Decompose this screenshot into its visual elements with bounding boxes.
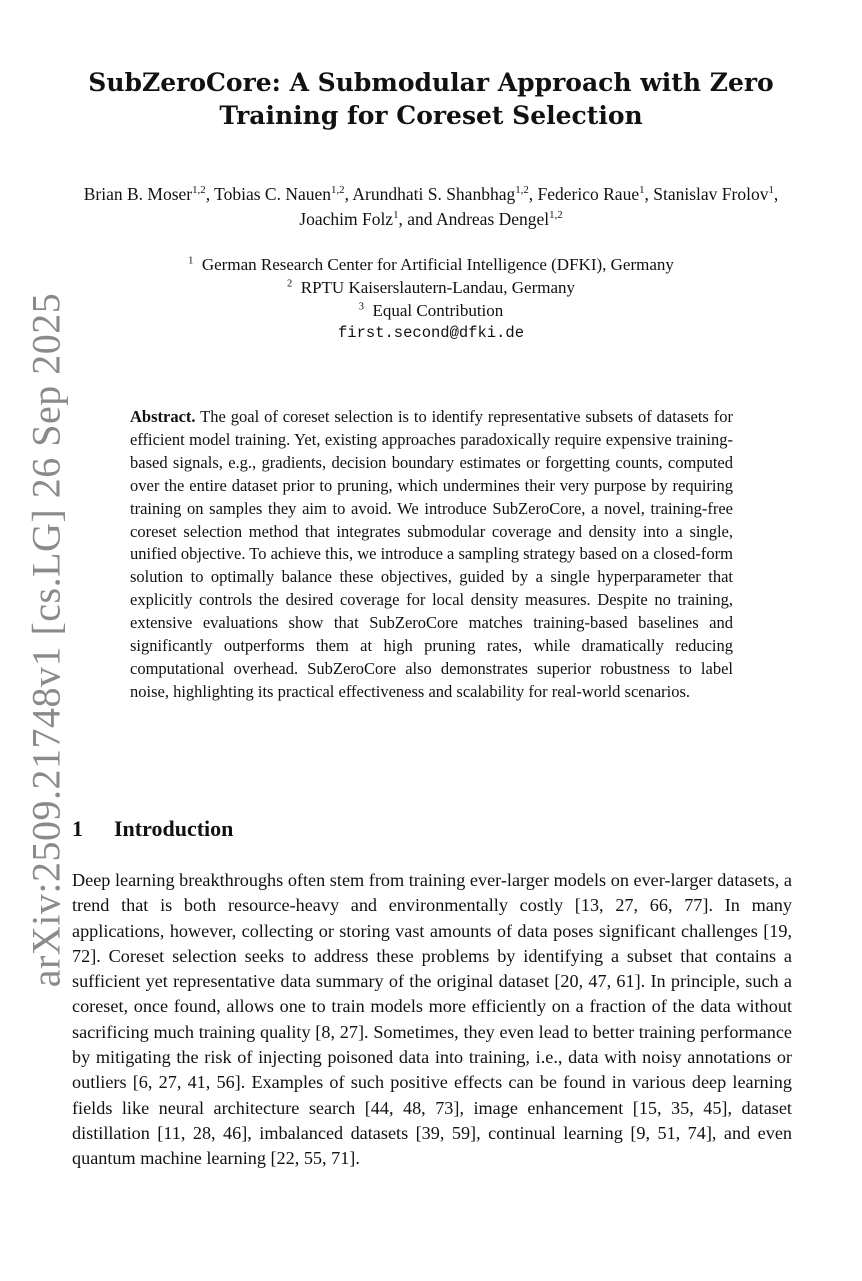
affiliation-marker: 1 [188,255,194,267]
author [653,184,778,204]
author-affiliation-marker: 1 [393,209,399,222]
author [299,209,436,229]
author-name: Arundhati S. Shanbhag [352,184,516,204]
affiliation [80,299,782,322]
affiliation-marker: 2 [286,278,293,290]
author-affiliation-marker: 1 [639,184,645,197]
author-separator: , [528,184,538,204]
abstract-label: Abstract. [130,407,196,426]
author-affiliation-marker: 1,2 [549,209,563,222]
author-name: Brian B. Moser [83,184,193,204]
author [436,209,563,229]
author-separator: , and [398,209,436,229]
contact-email: first.second@dfki.de [337,324,525,342]
affiliation-text: Equal Contribution [372,301,504,320]
author-affiliation-marker: 1,2 [192,184,206,197]
affiliation [80,276,782,299]
author-affiliation-marker: 1,2 [515,184,529,197]
arxiv-identifier-stamp: arXiv:2509.21748v1 [cs.LG] 26 Sep 2025 [23,292,69,988]
author-name: Joachim Folz [299,209,394,229]
author [214,184,352,204]
author-separator: , [773,184,779,204]
author-affiliation-marker: 1,2 [331,184,345,197]
section-title: Introduction [114,816,234,841]
affiliation [80,253,782,276]
affiliation-text: German Research Center for Artificial Intelligence (DFKI), Germany [201,255,674,274]
affiliation-text: RPTU Kaiserslautern-Landau, Germany [300,278,576,297]
author-separator: , [344,184,353,204]
section-heading [72,815,233,843]
author [352,184,537,204]
introduction-paragraph: Deep learning breakthroughs often stem from training ever-larger models on ever-larger datasets, a trend that is both resource-heavy and environmentally costly [13, 27, 66, 77]. In many applications, however, collecting or storing vast amounts of data poses significant challenges [19, 72]. Coreset selection seeks to address these problems by identifying a subset that contains a sufficient yet representative data summary of the original dataset [20, 47, 61]. In principle, such a coreset, once found, allows one to train models more efficiently on a fraction of the data without sacrificing much training quality [8, 27]. Sometimes, they even lead to better training performance by mitigating the risk of injecting poisoned data into training, i.e., data with noisy annotations or outliers [6, 27, 41, 56]. Examples of such positive effects can be found in various deep learning fields like neural architecture search [44, 48, 73], image enhancement [15, 35, 45], dataset distillation [11, 28, 46], imbalanced datasets [39, 59], continual learning [9, 51, 74], and even quantum machine learning [22, 55, 71]. [72,870,792,1169]
author-name: Andreas Dengel [435,209,550,229]
author [84,184,214,204]
author-list [80,182,782,232]
affiliation-marker: 3 [358,301,364,313]
paper-title: SubZeroCore: A Submodular Approach with Zero Training for Coreset Selection [88,68,774,130]
abstract-text: The goal of coreset selection is to identify representative subsets of datasets for efficient model training. Yet, existing approaches paradoxically require expensive training-based signals, e.g., gradients, decision boundary estimates or forgetting counts, computed over the entire dataset prior to pruning, which undermines their very purpose by requiring training on samples they aim to avoid. We introduce SubZeroCore, a novel, training-free coreset selection method that integrates submodular coverage and density into a single, unified objective. To achieve this, we introduce a sampling strategy based on a closed-form solution to optimally balance these objectives, guided by a single hyperparameter that explicitly controls the desired coverage for local density measures. Despite no training, extensive evaluations show that SubZeroCore matches training-based baselines and significantly outperforms them at high pruning rates, while dramatically reducing computational overhead. SubZeroCore also demonstrates superior robustness to label noise, highlighting its practical effectiveness and scalability for real-world scenarios. [130,407,734,701]
abstract [130,406,733,704]
affiliation-list [80,253,782,345]
author [538,184,654,204]
author-separator: , [644,184,654,204]
author-affiliation-marker: 1 [768,184,774,197]
section-number: 1 [72,816,83,841]
author-separator: , [205,184,215,204]
author-name: Tobias C. Nauen [214,184,332,204]
author-name: Stanislav Frolov [653,184,769,204]
author-name: Federico Raue [537,184,640,204]
